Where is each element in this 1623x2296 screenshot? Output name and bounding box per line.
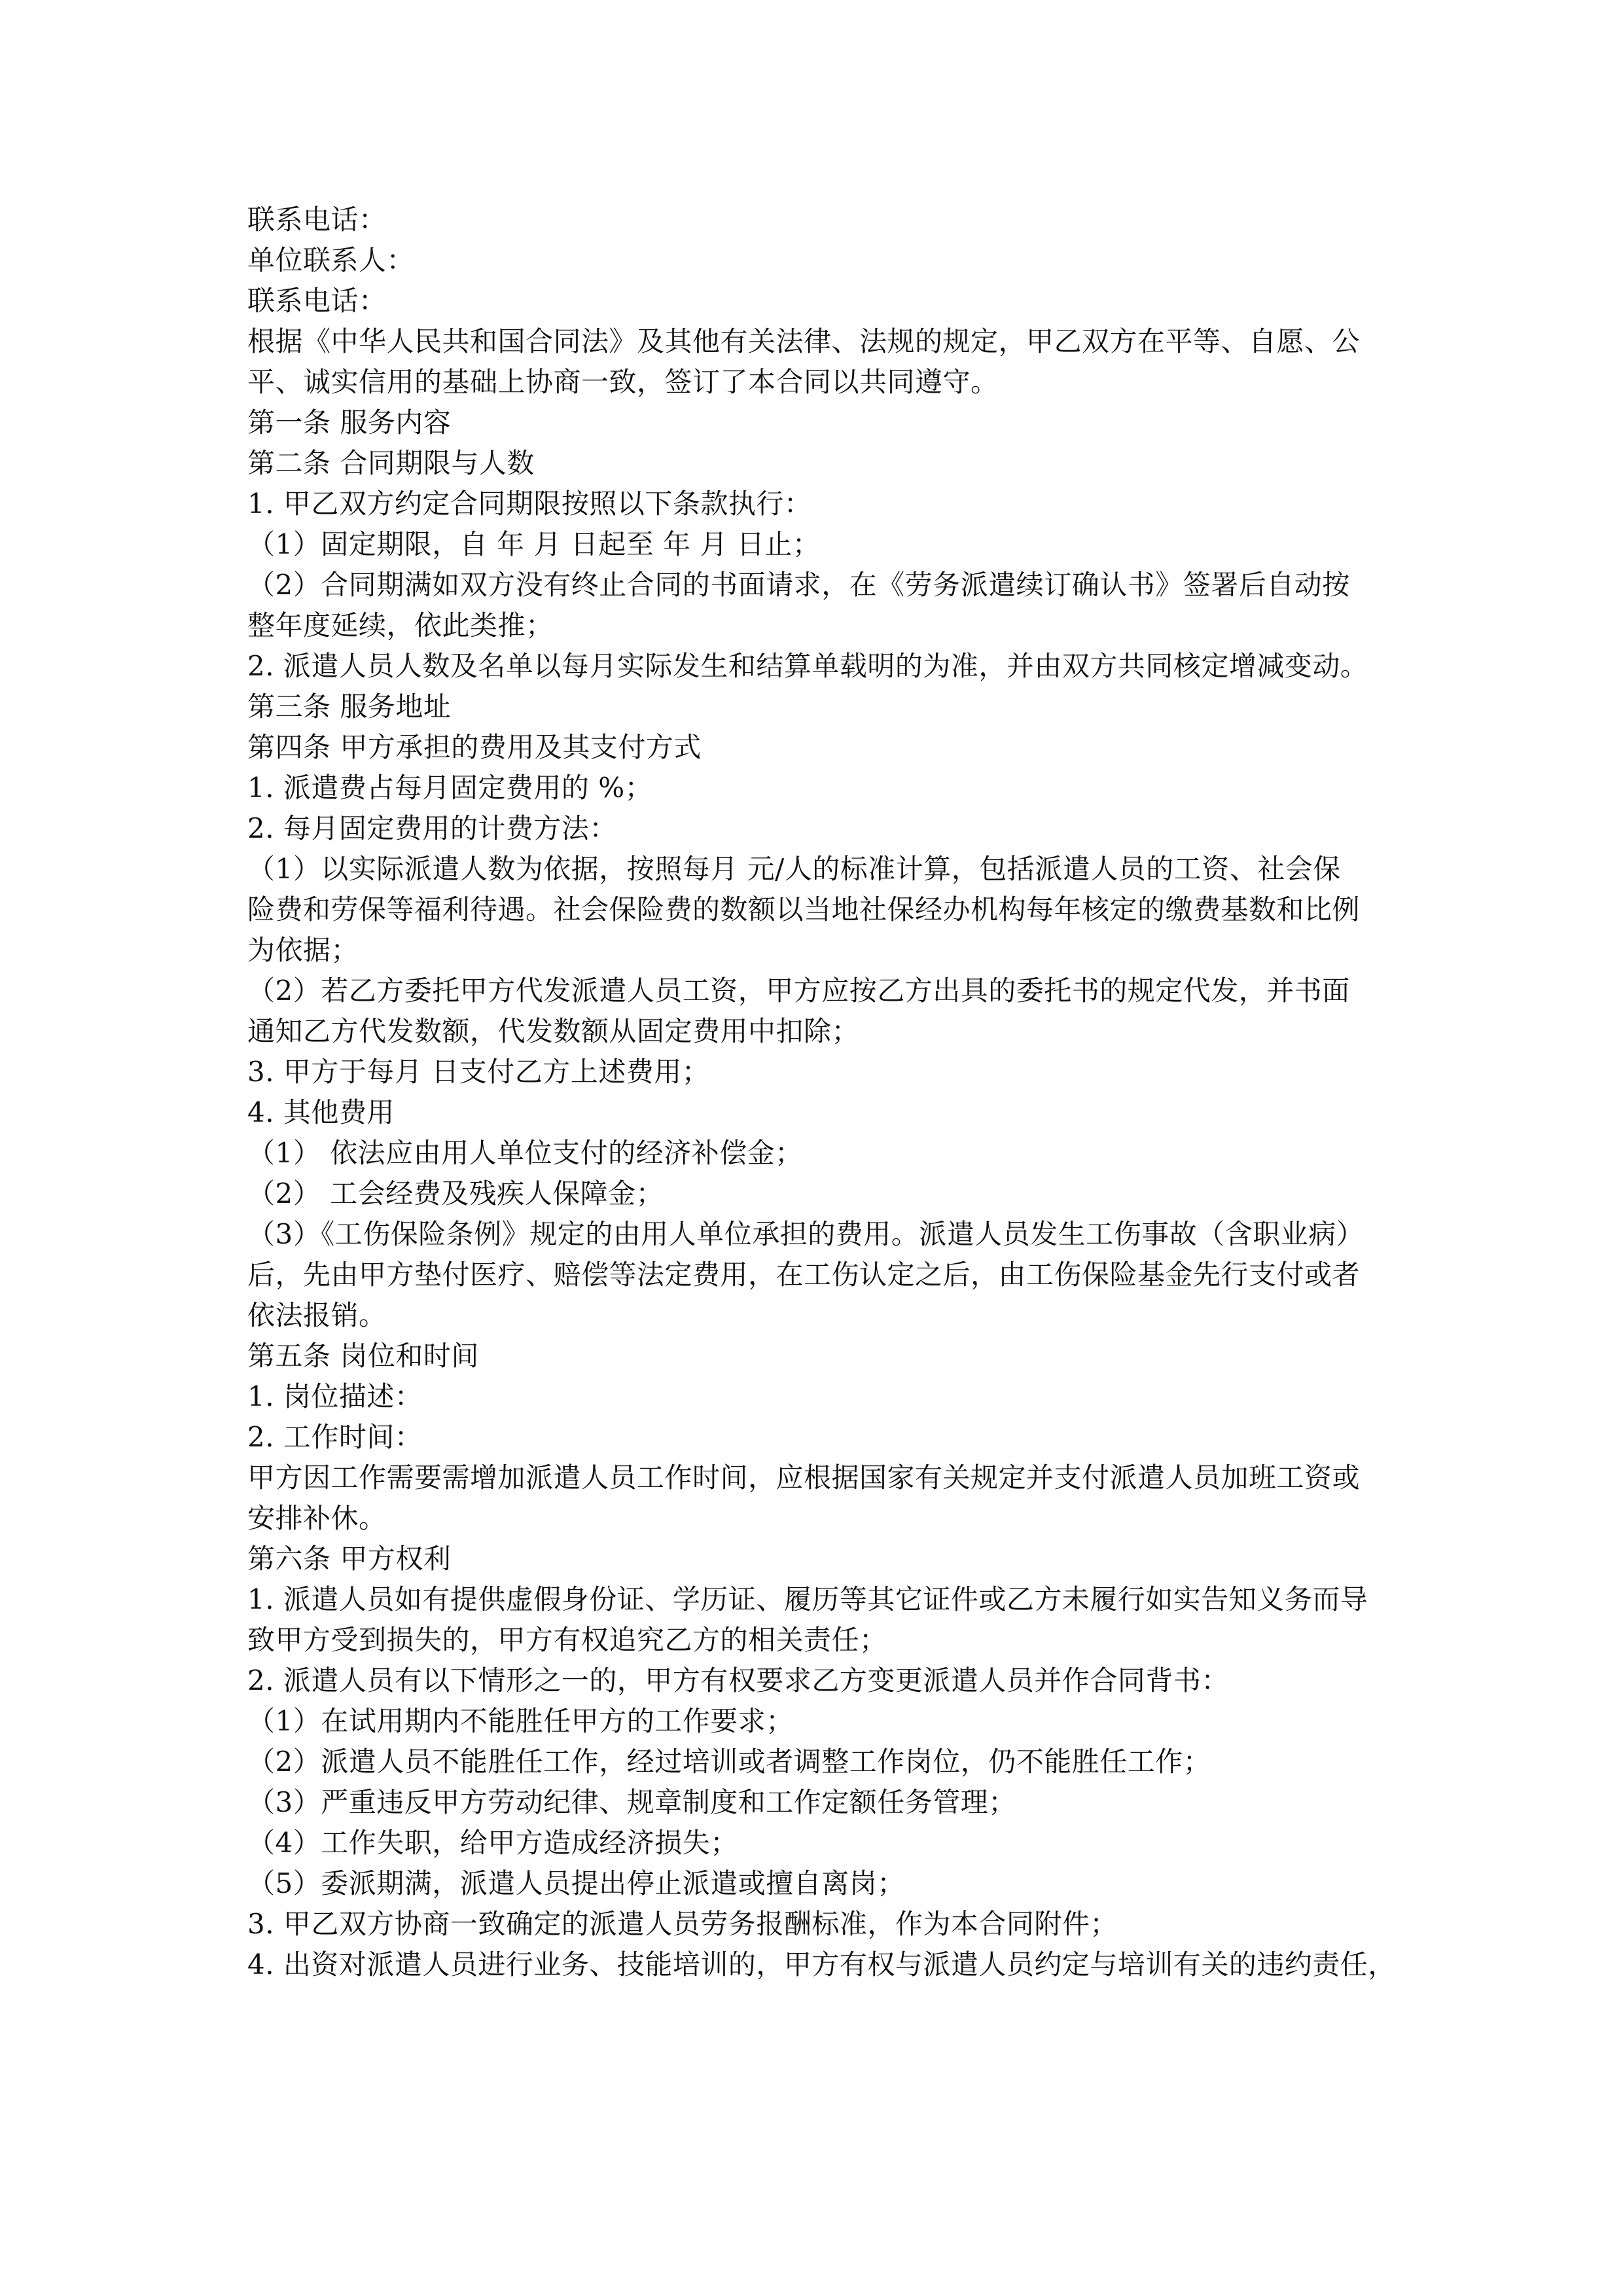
contact-phone-label-1: 联系电话： xyxy=(247,204,387,236)
article-4-clause-4: 4. 其他费用 xyxy=(247,1096,395,1128)
article-4-clause-1: 1. 派遣费占每月固定费用的 %； xyxy=(247,772,653,804)
article-4-clause-2: 2. 每月固定费用的计费方法： xyxy=(247,812,617,844)
article-2-clause-1-item-2: （2）合同期满如双方没有终止合同的书面请求，在《劳务派遣续订确认书》签署后自动按 xyxy=(247,569,1350,601)
article-6-clause-2-item-4: （4）工作失职，给甲方造成经济损失； xyxy=(247,1827,738,1859)
contact-phone-label-2: 联系电话： xyxy=(247,285,387,317)
article-6-clause-1: 1. 派遣人员如有提供虚假身份证、学历证、履历等其它证件或乙方未履行如实告知义务而导 xyxy=(247,1583,1368,1615)
unit-contact-label: 单位联系人： xyxy=(247,244,415,276)
article-6-clause-1-cont: 致甲方受到损失的，甲方有权追究乙方的相关责任； xyxy=(247,1624,887,1656)
article-4-clause-2-item-2: （2）若乙方委托甲方代发派遣人员工资，甲方应按乙方出具的委托书的规定代发，并书面 xyxy=(247,975,1350,1007)
article-5-clause-2: 2. 工作时间： xyxy=(247,1421,423,1453)
article-4-clause-2-item-2-cont: 通知乙方代发数额，代发数额从固定费用中扣除； xyxy=(247,1015,860,1047)
article-4-clause-4-item-1: （1） 依法应由用人单位支付的经济补偿金； xyxy=(247,1137,803,1169)
article-6-heading: 第六条 甲方权利 xyxy=(247,1543,452,1575)
article-6-clause-2-item-1: （1）在试用期内不能胜任甲方的工作要求； xyxy=(247,1705,794,1737)
article-5-heading: 第五条 岗位和时间 xyxy=(247,1340,479,1372)
article-1-heading: 第一条 服务内容 xyxy=(247,406,452,439)
article-4-clause-3: 3. 甲方于每月 日支付乙方上述费用； xyxy=(247,1056,710,1088)
article-2-clause-2: 2. 派遣人员人数及名单以每月实际发生和结算单载明的为准，并由双方共同核定增减变动。 xyxy=(247,650,1368,682)
article-2-clause-1: 1. 甲乙双方约定合同期限按照以下条款执行： xyxy=(247,488,812,520)
contract-page-body xyxy=(247,200,1394,1985)
preamble-line-1: 根据《中华人民共和国合同法》及其他有关法律、法规的规定，甲乙双方在平等、自愿、公 xyxy=(247,325,1361,357)
article-3-heading: 第三条 服务地址 xyxy=(247,691,452,723)
article-6-clause-2-item-5: （5）委派期满，派遣人员提出停止派遣或擅自离岗； xyxy=(247,1867,905,1899)
article-6-clause-2-item-2: （2）派遣人员不能胜任工作，经过培训或者调整工作岗位，仍不能胜任工作； xyxy=(247,1746,1211,1778)
article-6-clause-4: 4. 出资对派遣人员进行业务、技能培训的，甲方有权与派遣人员约定与培训有关的违约责任， xyxy=(247,1948,1396,1981)
article-4-heading: 第四条 甲方承担的费用及其支付方式 xyxy=(247,731,702,763)
preamble-line-2: 平、诚实信用的基础上协商一致，签订了本合同以共同遵守。 xyxy=(247,366,999,398)
article-2-clause-1-item-2-cont: 整年度延续，依此类推； xyxy=(247,609,554,641)
article-4-clause-4-item-2: （2） 工会经费及残疾人保障金； xyxy=(247,1177,664,1210)
article-6-clause-3: 3. 甲乙双方协商一致确定的派遣人员劳务报酬标准，作为本合同附件； xyxy=(247,1908,1118,1940)
article-4-clause-4-item-3-cont: 后，先由甲方垫付医疗、赔偿等法定费用，在工伤认定之后，由工伤保险基金先行支付或者 xyxy=(247,1259,1361,1291)
article-5-overtime-line-2: 安排补休。 xyxy=(247,1502,387,1534)
article-4-clause-4-item-3-end: 依法报销。 xyxy=(247,1299,387,1331)
article-4-clause-2-item-1-end: 为依据； xyxy=(247,934,359,966)
article-6-clause-2-item-3: （3）严重违反甲方劳动纪律、规章制度和工作定额任务管理； xyxy=(247,1786,1016,1818)
article-5-clause-1: 1. 岗位描述： xyxy=(247,1380,423,1412)
article-4-clause-2-item-1-cont: 险费和劳保等福利待遇。社会保险费的数额以当地社保经办机构每年核定的缴费基数和比例 xyxy=(247,893,1361,925)
article-2-heading: 第二条 合同期限与人数 xyxy=(247,447,535,479)
article-5-overtime-line-1: 甲方因工作需要需增加派遣人员工作时间，应根据国家有关规定并支付派遣人员加班工资或 xyxy=(247,1462,1361,1494)
article-4-clause-2-item-1: （1）以实际派遣人数为依据，按照每月 元/人的标准计算，包括派遣人员的工资、社会保 xyxy=(247,853,1341,885)
article-2-clause-1-item-1: （1）固定期限，自 年 月 日起至 年 月 日止； xyxy=(247,528,821,560)
article-4-clause-4-item-3: （3）《工伤保险条例》规定的由用人单位承担的费用。派遣人员发生工伤事故（含职业病） xyxy=(247,1218,1364,1250)
article-6-clause-2: 2. 派遣人员有以下情形之一的，甲方有权要求乙方变更派遣人员并作合同背书： xyxy=(247,1664,1229,1696)
